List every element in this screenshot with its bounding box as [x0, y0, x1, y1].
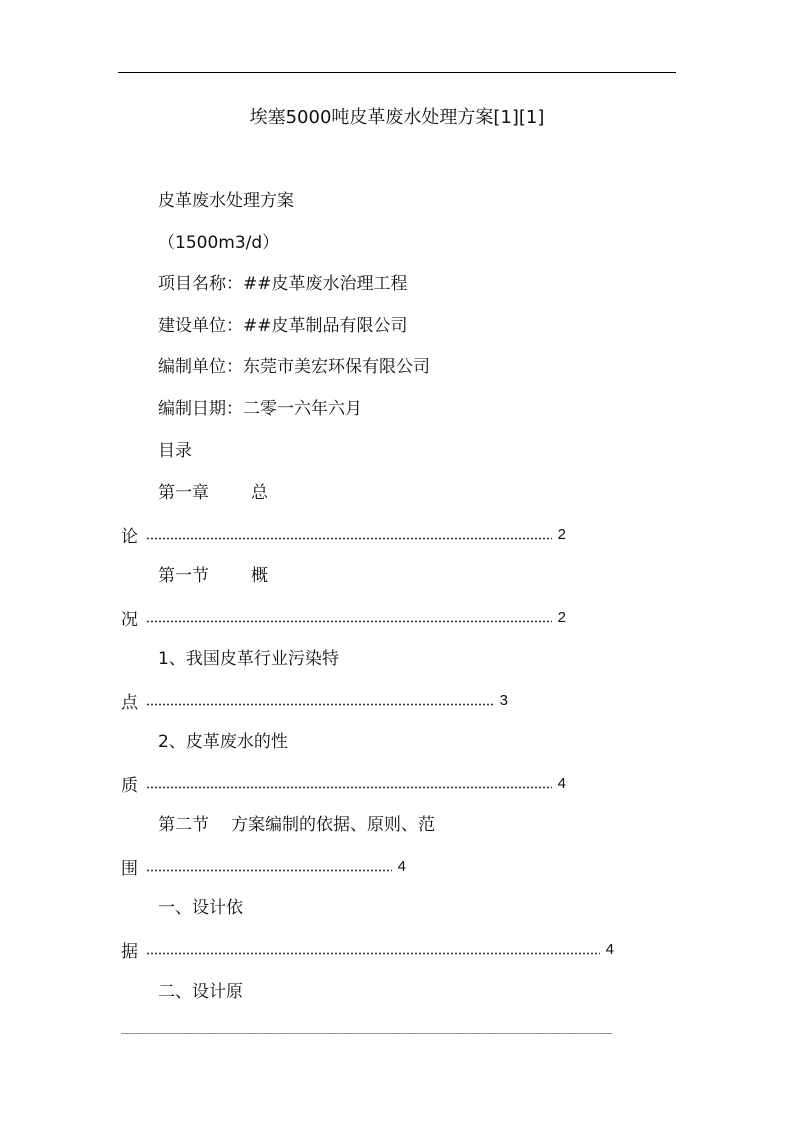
toc-entry-7-heading[interactable]: 二、设计原 [158, 982, 243, 1002]
toc-entry-5-leader[interactable] [121, 855, 406, 877]
footer-dash-line: ____________________________________________________________________ [121, 1020, 613, 1034]
toc-dot-leader [146, 869, 392, 872]
cover-subtitle: 皮革废水处理方案 [158, 191, 294, 211]
toc-entry-1-label-b: 总 [251, 483, 268, 503]
cover-capacity: （1500m3/d） [158, 233, 280, 253]
toc-entry-2-label-b: 概 [251, 566, 268, 586]
toc-entry-3-heading[interactable]: 1、我国皮革行业污染特 [158, 649, 339, 669]
toc-entry-4-page: 4 [557, 774, 566, 792]
toc-entry-6-tail: 据 [121, 941, 138, 962]
compiler: 编制单位：东莞市美宏环保有限公司 [158, 357, 430, 377]
compile-date: 编制日期：二零一六年六月 [158, 399, 362, 419]
project-name: 项目名称：##皮革废水治理工程 [158, 274, 408, 294]
toc-entry-6-leader[interactable] [121, 938, 614, 960]
toc-entry-2-heading[interactable] [158, 565, 268, 587]
toc-dot-leader [146, 620, 552, 623]
toc-dot-leader [146, 703, 494, 706]
toc-dot-leader [146, 952, 600, 955]
toc-entry-5-label-b: 方案编制的依据、原则、范 [231, 815, 435, 835]
toc-entry-4-tail: 质 [121, 775, 138, 796]
toc-entry-2-tail: 况 [121, 609, 138, 630]
toc-entry-2-label-a: 第一节 [158, 566, 209, 586]
toc-entry-1-leader[interactable] [121, 523, 566, 545]
toc-entry-1-heading[interactable] [158, 482, 268, 504]
toc-dot-leader [146, 786, 552, 789]
toc-entry-5-label-a: 第二节 [158, 815, 209, 835]
toc-entry-4-leader[interactable] [121, 772, 566, 794]
toc-title: 目录 [158, 441, 192, 461]
toc-entry-5-tail: 围 [121, 858, 138, 879]
toc-entry-3-page: 3 [499, 691, 508, 709]
toc-entry-1-label-a: 第一章 [158, 483, 209, 503]
toc-entry-5-page: 4 [397, 857, 406, 875]
toc-entry-1-tail: 论 [121, 526, 138, 547]
toc-entry-3-tail: 点 [121, 692, 138, 713]
owner: 建设单位：##皮革制品有限公司 [158, 316, 408, 336]
document-title: 埃塞5000吨皮革废水处理方案[1][1] [249, 107, 545, 128]
toc-entry-2-page: 2 [557, 608, 566, 626]
toc-entry-3-leader[interactable] [121, 689, 508, 711]
toc-entry-2-leader[interactable] [121, 606, 566, 628]
toc-dot-leader [146, 537, 552, 540]
toc-entry-6-heading[interactable]: 一、设计依 [158, 898, 243, 918]
toc-entry-6-page: 4 [605, 940, 614, 958]
toc-entry-5-heading[interactable] [158, 814, 435, 836]
toc-entry-1-page: 2 [557, 525, 566, 543]
header-rule [118, 72, 676, 73]
toc-entry-4-heading[interactable]: 2、皮革废水的性 [158, 732, 288, 752]
